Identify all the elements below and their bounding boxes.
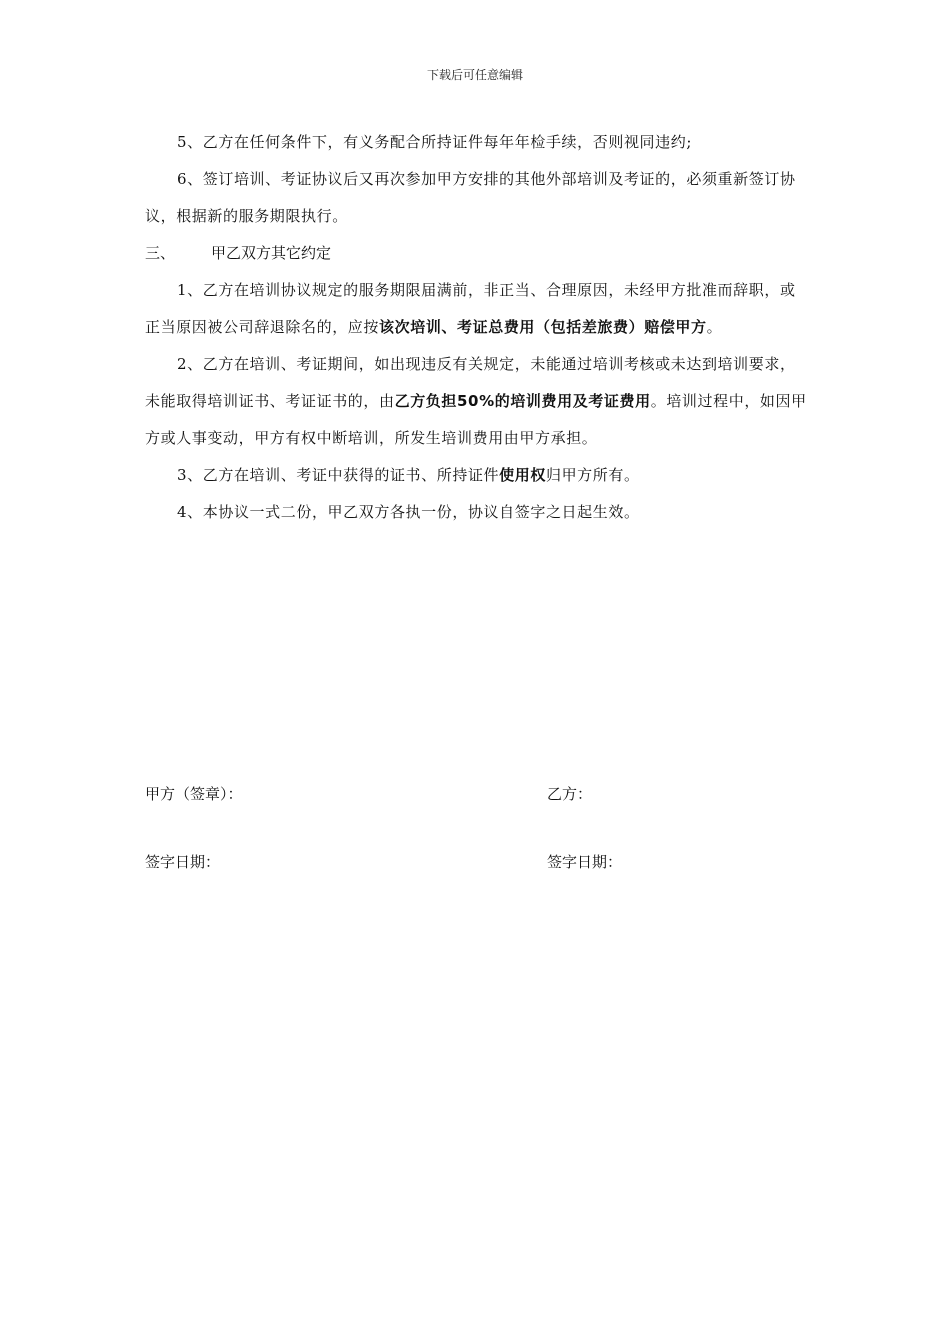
clause-1-end: 。 <box>706 318 723 336</box>
clause-1 <box>145 272 810 346</box>
clause-3-text: 3、乙方在培训、考证中获得的证书、所持证件 <box>177 466 500 484</box>
party-b-date-label: 签字日期： <box>547 853 623 871</box>
section-number: 三、 <box>145 244 176 262</box>
clause-5: 5、乙方在任何条件下，有义务配合所持证件每年年检手续，否则视同违约; <box>177 133 693 151</box>
party-b-label: 乙方： <box>547 785 593 803</box>
section-heading <box>145 235 810 272</box>
clause-2-emphasis: 乙方负担50%的培训费用及考证费用 <box>394 392 651 410</box>
clause-2 <box>145 346 810 457</box>
clause-2-end: 。培训过程中，如因甲方或人事变动，甲方有权中断培训，所发生培训费用由甲方承担。 <box>145 392 807 447</box>
clause-4: 4、本协议一式二份，甲乙双方各执一份，协议自签字之日起生效。 <box>177 503 640 521</box>
clause-1-emphasis: 该次培训、考证总费用（包括差旅费）赔偿甲方 <box>379 318 707 336</box>
agreement-body <box>145 124 810 531</box>
section-title: 甲乙双方其它约定 <box>211 244 332 262</box>
clause-1-text: 1、乙方在培训协议规定的服务期限届满前，非正当、合理原因，未经甲方批准而辞职，或正当原因被公司辞退除名的，应按 <box>145 281 796 336</box>
clause-3-emphasis: 使用权 <box>499 466 546 484</box>
party-a-seal-label: 甲方（签章）： <box>145 785 243 803</box>
clause-3 <box>145 457 810 494</box>
clause-6: 6、签订培训、考证协议后又再次参加甲方安排的其他外部培训及考证的，必须重新签订协议，根据新的服务期限执行。 <box>145 170 796 225</box>
party-a-date-label: 签字日期： <box>145 853 221 871</box>
clause-2-text: 2、乙方在培训、考证期间，如出现违反有关规定，未能通过培训考核或未达到培训要求，未能取得培训证书、考证证书的，由 <box>145 355 796 410</box>
page-header: 下载后可任意编辑 <box>426 68 523 82</box>
clause-3-end: 归甲方所有。 <box>545 466 640 484</box>
